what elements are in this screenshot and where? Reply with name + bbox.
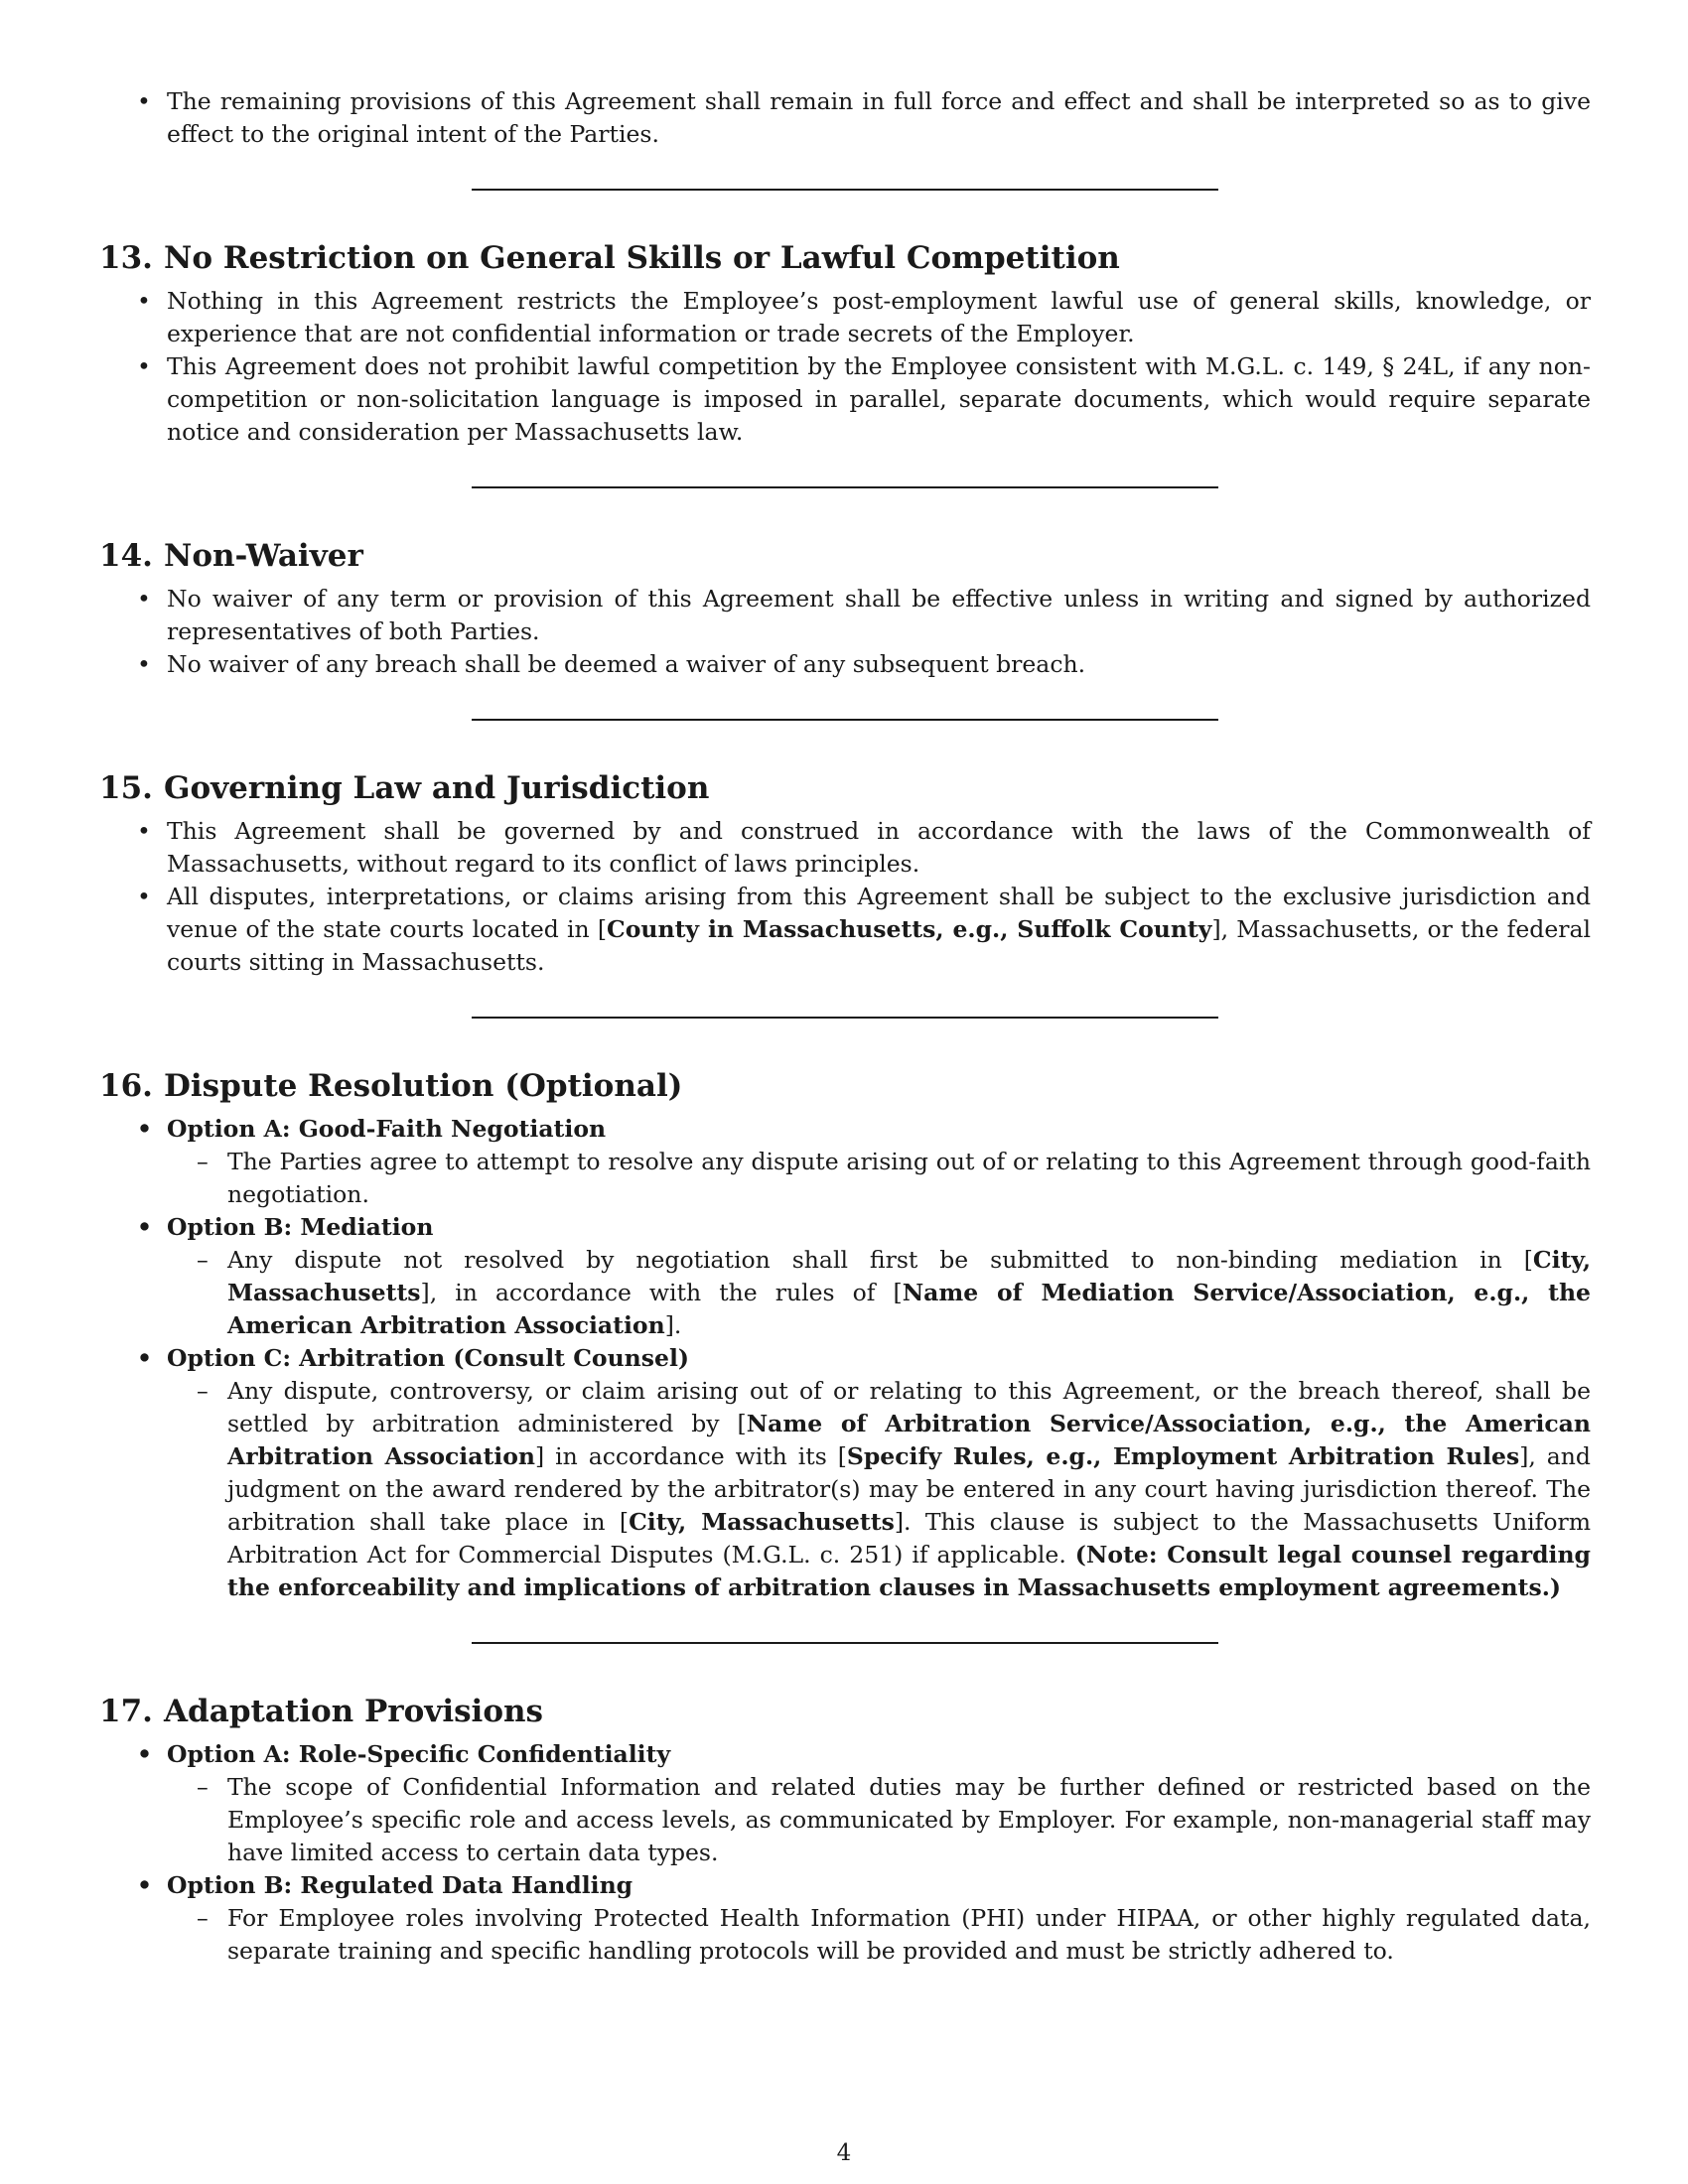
section-divider [472,486,1218,488]
page-number: 4 [836,2140,852,2166]
option-c-label: • Option C: Arbitration (Consult Counsel) [99,1342,1591,1375]
legal-note: (Note: Consult legal counsel regarding the enforceability and implications of arbitration clauses in Massachusetts employment agreements.) [227,1541,1591,1601]
text-run: ]. This clause is subject to the Massachusetts Uniform Arbitration Act for Commercial Disputes (M.G.L. c. 251) if applicable. [227,1508,1591,1569]
section-title: Dispute Resolution (Optional) [164,1068,683,1104]
text-run: ] in accordance with its [ [535,1442,847,1470]
section-16-list [99,1113,1591,1604]
section-14-list [99,583,1591,681]
list-item: • No waiver of any breach shall be deemed a waiver of any subsequent breach. [99,648,1591,681]
section-number: 15. [99,770,153,806]
section-title: Governing Law and Jurisdiction [164,770,710,806]
section-16-heading [99,1066,1591,1106]
intro-list [99,85,1591,151]
option-b-text: – For Employee roles involving Protected Health Information (PHI) under HIPAA, or other highly regulated data, separate training and specific handling protocols will be provided and must be strictly adhered to. [99,1902,1591,1968]
section-divider [472,719,1218,721]
option-b-label: • Option B: Regulated Data Handling [99,1869,1591,1902]
section-divider [472,1642,1218,1644]
section-17-list [99,1738,1591,1968]
list-item: • Nothing in this Agreement restricts the Employee’s post-employment lawful use of general skills, knowledge, or experience that are not confidential information or trade secrets of the Employer. [99,285,1591,350]
section-number: 14. [99,538,153,574]
placeholder-field: City, Massachusetts [629,1508,895,1536]
text-run: ], in accordance with the rules of [ [420,1279,903,1306]
placeholder-field: Name of Mediation Service/Association, e.g., the American Arbitration Association [227,1279,1591,1339]
section-title: Non-Waiver [164,538,363,574]
section-number: 16. [99,1068,153,1104]
section-divider [472,189,1218,191]
list-item: • This Agreement shall be governed by and construed in accordance with the laws of the Commonwealth of Massachusetts, without regard to its conflict of laws principles. [99,815,1591,881]
text-run: ], Massachusetts, or the federal courts sitting in Massachusetts. [167,915,1591,976]
section-divider [472,1017,1218,1019]
option-b-text [99,1244,1591,1342]
option-c-text [99,1375,1591,1604]
section-number: 13. [99,240,153,276]
section-13-list [99,285,1591,449]
section-title: Adaptation Provisions [164,1694,544,1729]
placeholder-field: County in Massachusetts, e.g., Suffolk County [607,915,1212,943]
section-title: No Restriction on General Skills or Lawful Competition [164,240,1120,276]
text-run: All disputes, interpretations, or claims arising from this Agreement shall be subject to the exclusive jurisdiction and venue of the state courts located in [ [167,883,1591,943]
section-13-heading [99,238,1591,278]
section-15-list [99,815,1591,979]
list-item: • This Agreement does not prohibit lawful competition by the Employee consistent with M.G.L. c. 149, § 24L, if any non-competition or non-solicitation language is imposed in parallel, separate documents, which would require separate notice and consideration per Massachusetts law. [99,350,1591,449]
placeholder-field: Name of Arbitration Service/Association, e.g., the American Arbitration Association [227,1410,1591,1470]
list-item: • The remaining provisions of this Agreement shall remain in full force and effect and shall be interpreted so as to give effect to the original intent of the Parties. [99,85,1591,151]
option-a-label: • Option A: Good-Faith Negotiation [99,1113,1591,1146]
text-run: Any dispute, controversy, or claim arising out of or relating to this Agreement, or the breach thereof, shall be settled by arbitration administered by [ [227,1377,1591,1437]
section-number: 17. [99,1694,153,1729]
list-item [99,881,1591,979]
placeholder-field: City, Massachusetts [227,1246,1591,1306]
section-15-heading [99,768,1591,808]
document-page [99,85,1591,1968]
text-run: Any dispute not resolved by negotiation shall first be submitted to non-binding mediation in [ [227,1246,1533,1274]
list-item: • No waiver of any term or provision of this Agreement shall be effective unless in writing and signed by authorized representatives of both Parties. [99,583,1591,648]
option-a-text: – The Parties agree to attempt to resolve any dispute arising out of or relating to this Agreement through good-faith negotiation. [99,1146,1591,1211]
option-a-label: • Option A: Role-Specific Confidentiality [99,1738,1591,1771]
placeholder-field: Specify Rules, e.g., Employment Arbitration Rules [846,1442,1520,1470]
text-run: ], and judgment on the award rendered by the arbitrator(s) may be entered in any court having jurisdiction thereof. The arbitration shall take place in [ [227,1442,1591,1536]
text-run: ]. [664,1311,682,1339]
option-b-label: • Option B: Mediation [99,1211,1591,1244]
option-a-text: – The scope of Confidential Information and related duties may be further defined or restricted based on the Employee’s specific role and access levels, as communicated by Employer. For example, non-managerial staff may have limited access to certain data types. [99,1771,1591,1869]
section-14-heading [99,536,1591,576]
section-17-heading [99,1692,1591,1731]
